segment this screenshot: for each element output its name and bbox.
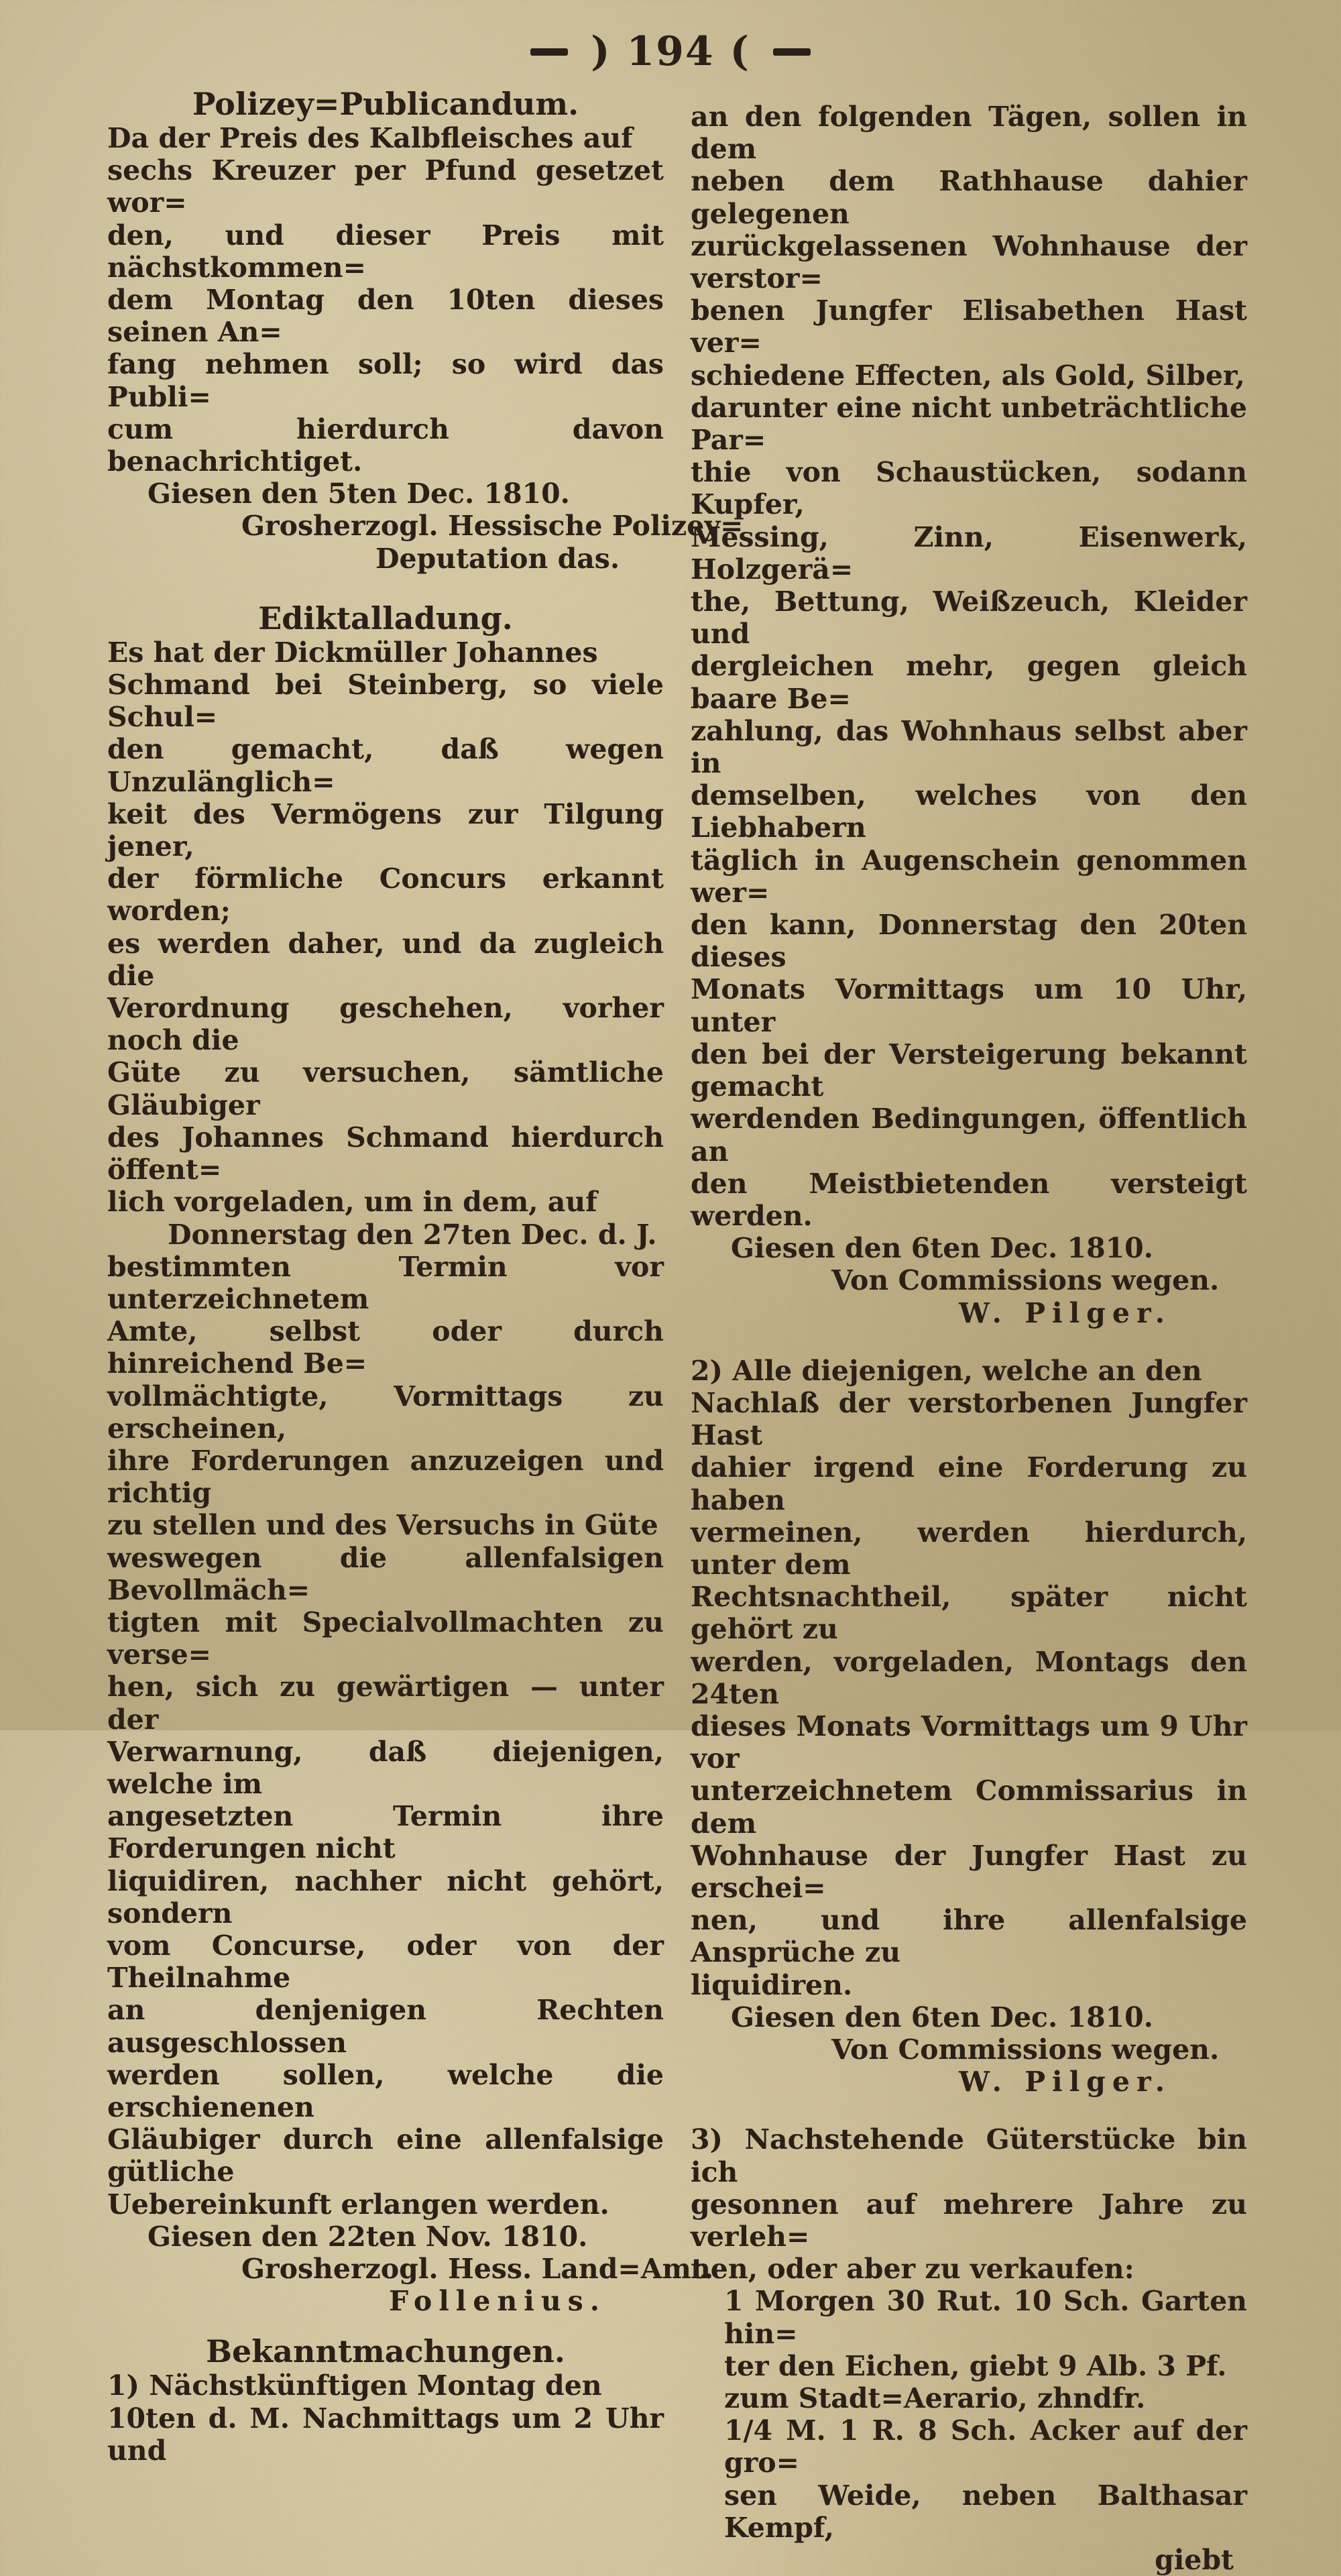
spacer — [107, 575, 664, 600]
police-notice-signature-2: Deputation das. — [375, 542, 620, 575]
right-column — [691, 86, 1247, 2576]
announcement-3-item-2: 1/4 M. 1 R. 8 Sch. Acker auf der gro= sen Weide, neben Balthasar Kempf, — [724, 2414, 1247, 2544]
edict-hearing-date: Donnerstag den 27ten Dec. d. J. — [168, 1218, 657, 1251]
announcement-2-signature-2: W. Pilger. — [959, 2066, 1172, 2098]
page-number: ) 194 ( — [591, 28, 750, 75]
announcement-2-date: Giesen den 6ten Dec. 1810. — [731, 2001, 1153, 2033]
catchword: giebt — [1155, 2544, 1234, 2576]
announcement-3-body: 3) Nachstehende Güterstücke bin ich gesonnen auf mehrere Jahre zu verleh= nen, oder aber zu verkaufen: — [691, 2123, 1247, 2286]
police-notice-title: Polizey=Publicandum. — [192, 86, 579, 122]
spacer — [107, 2317, 664, 2333]
announcement-1-body: an den folgenden Tägen, sollen in dem neben dem Rathhause dahier gelegenen zurückgelassenen Wohnhause der verstor= benen Jungfer Elisabethen Hast ver= schiedene Effecten, als Gold, Silber, darunter eine nicht unbeträchtliche Par= thie von Schaustücken, sodann Kupfer, Messing, Zinn, Eisenwerk, Holzgerä= the, Bettung, Weißzeuch, Kleider und dergleichen mehr, gegen gleich baare Be= zahlung, das Wohnhaus selbst aber in demselben, welches von den Liebhabern täglich in Augenschein genommen wer= den kann, Donnerstag den 20ten dieses Monats Vormittags um 10 Uhr, unter den bei der Versteigerung bekannt gemacht werdenden Bedingungen, öffentlich an den Meistbietenden versteigt werden. — [691, 101, 1247, 1232]
police-notice-date: Giesen den 5ten Dec. 1810. — [148, 478, 570, 510]
edict-body: Es hat der Dickmüller Johannes Schmand bei Steinberg, so viele Schul= den gemacht, daß wegen Unzulänglich= keit des Vermögens zur Tilgung jener, der förmliche Concurs erkannt worden; es werden daher, und da zugleich die Verordnung geschehen, vorher noch die Güte zu versuchen, sämtliche Gläubiger des Johannes Schmand hierdurch öffent= lich vorgeladen, um in dem, auf — [107, 636, 664, 1219]
edict-date: Giesen den 22ten Nov. 1810. — [148, 2220, 588, 2253]
announcement-1-start: 1) Nächstkünftigen Montag den 10ten d. M. Nachmittags um 2 Uhr und — [107, 2369, 664, 2467]
edict-title: Ediktalladung. — [258, 600, 513, 636]
spacer — [691, 1329, 1247, 1355]
police-notice-body: Da der Preis des Kalbfleisches auf sechs Kreuzer per Pfund gesetzet wor= den, und dieser Preis mit nächstkommen= dem Montag den 10ten dieses seinen An= fang nehmen soll; so wird das Publi= cum hierdurch davon benachrichtiget. — [107, 122, 664, 478]
police-notice-signature-1: Grosherzogl. Hessische Polizey= — [241, 510, 744, 543]
spacer — [691, 2098, 1247, 2123]
edict-signature-2: Follenius. — [389, 2285, 606, 2318]
announcements-title: Bekanntmachungen. — [206, 2333, 565, 2370]
header-dash-right — [773, 48, 811, 56]
announcement-1-signature-1: Von Commissions wegen. — [831, 1264, 1220, 1297]
announcement-1-date: Giesen den 6ten Dec. 1810. — [731, 1232, 1153, 1265]
edict-body-continued: bestimmten Termin vor unterzeichnetem Amte, selbst oder durch hinreichend Be= vollmächtigte, Vormittags zu erscheinen, ihre Forderungen anzuzeigen und richtig zu stellen und des Versuchs in Güte weswegen die allenfalsigen Bevollmäch= tigten mit Specialvollmachten zu verse= hen, sich zu gewärtigen — unter der Verwarnung, daß diejenigen, welche im angesetzten Termin ihre Forderungen nicht liquidiren, nachher nicht gehört, sondern vom Concurse, oder von der Theilnahme an denjenigen Rechten ausgeschlossen werden sollen, welche die erschienenen Gläubiger durch eine allenfalsige gütliche Uebereinkunft erlangen werden. — [107, 1250, 664, 2221]
edict-signature-1: Grosherzogl. Hess. Land=Amt. — [241, 2253, 714, 2285]
announcement-2-body: 2) Alle diejenigen, welche an den Nachlaß der verstorbenen Jungfer Hast dahier irgend eine Forderung zu haben vermeinen, werden hierdurch, unter dem Rechtsnachtheil, später nicht gehört zu werden, vorgeladen, Montags den 24ten dieses Monats Vormittags um 9 Uhr vor unterzeichnetem Commissarius in dem Wohnhause der Jungfer Hast zu erschei= nen, und ihre allenfalsige Ansprüche zu liquidiren. — [691, 1354, 1247, 2001]
announcement-1-signature-2: W. Pilger. — [959, 1296, 1172, 1329]
announcement-2-signature-1: Von Commissions wegen. — [831, 2033, 1220, 2066]
header-dash-left — [530, 48, 568, 56]
page-header — [0, 21, 1341, 82]
left-column — [107, 86, 744, 2467]
announcement-3-item-1: 1 Morgen 30 Rut. 10 Sch. Garten hin= ter den Eichen, giebt 9 Alb. 3 Pf. zum Stadt=Aerario, zhndfr. — [724, 2285, 1247, 2415]
